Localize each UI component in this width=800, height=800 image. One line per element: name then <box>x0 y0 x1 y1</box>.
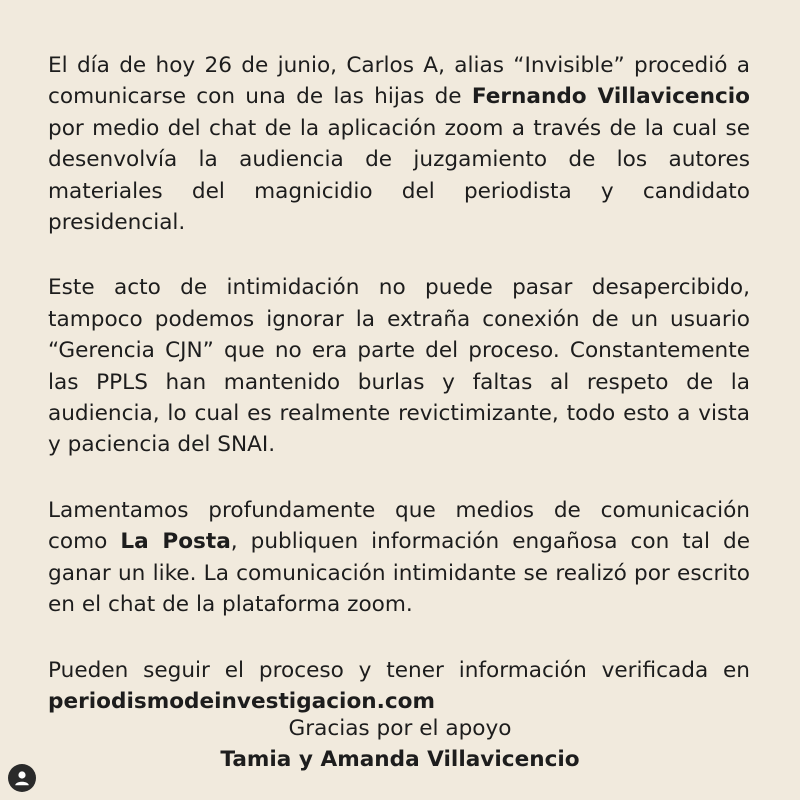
paragraph-2 <box>48 272 750 460</box>
closing-line: Gracias por el apoyo <box>288 716 512 741</box>
paragraph-3 <box>48 495 750 621</box>
paragraph-3-text: Lamentamos profundamente que medios de comunicación como <box>48 497 750 555</box>
paragraph-1-text: El día de hoy 26 de junio, Carlos A, alias “Invisible” procedió a comunicarse con una de las hijas de <box>48 53 750 110</box>
closing-block <box>0 713 800 776</box>
paragraph-3-text-end: , publiquen información engañosa con tal de ganar un like. La comunicación intimidante se realizó por escrito en el chat de la plataforma zoom. <box>48 529 751 618</box>
name-fernando-villavicencio: Fernando Villavicencio <box>471 84 750 110</box>
website-link: periodismodeinvestigacion.com <box>48 688 435 714</box>
signature: Tamia y Amanda Villavicencio <box>220 747 580 773</box>
paragraph-4 <box>48 655 750 718</box>
post-body <box>48 50 750 751</box>
paragraph-2-text: Este acto de intimidación no puede pasar desapercibido, tampoco podemos ignorar la extraña conexión de un usuario “Gerencia CJN” que no era parte del proceso. Constantemente las PPLS han mantenido burlas y faltas al respeto de la audiencia, lo cual es realmente revictimizante, todo esto a vista y paciencia del SNAI. <box>48 275 750 458</box>
paragraph-4-text: Pueden seguir el proceso y tener información verificada en <box>48 657 750 683</box>
paragraph-1 <box>48 50 750 238</box>
user-avatar-icon[interactable] <box>8 764 36 792</box>
media-name-la-posta: La Posta <box>120 529 231 555</box>
user-silhouette-icon <box>12 768 32 788</box>
paragraph-1-text-end: por medio del chat de la aplicación zoom a través de la cual se desenvolvía la audiencia de juzgamiento de los autores materiales del magnicidio del periodista y candidato presidencial. <box>48 115 750 236</box>
